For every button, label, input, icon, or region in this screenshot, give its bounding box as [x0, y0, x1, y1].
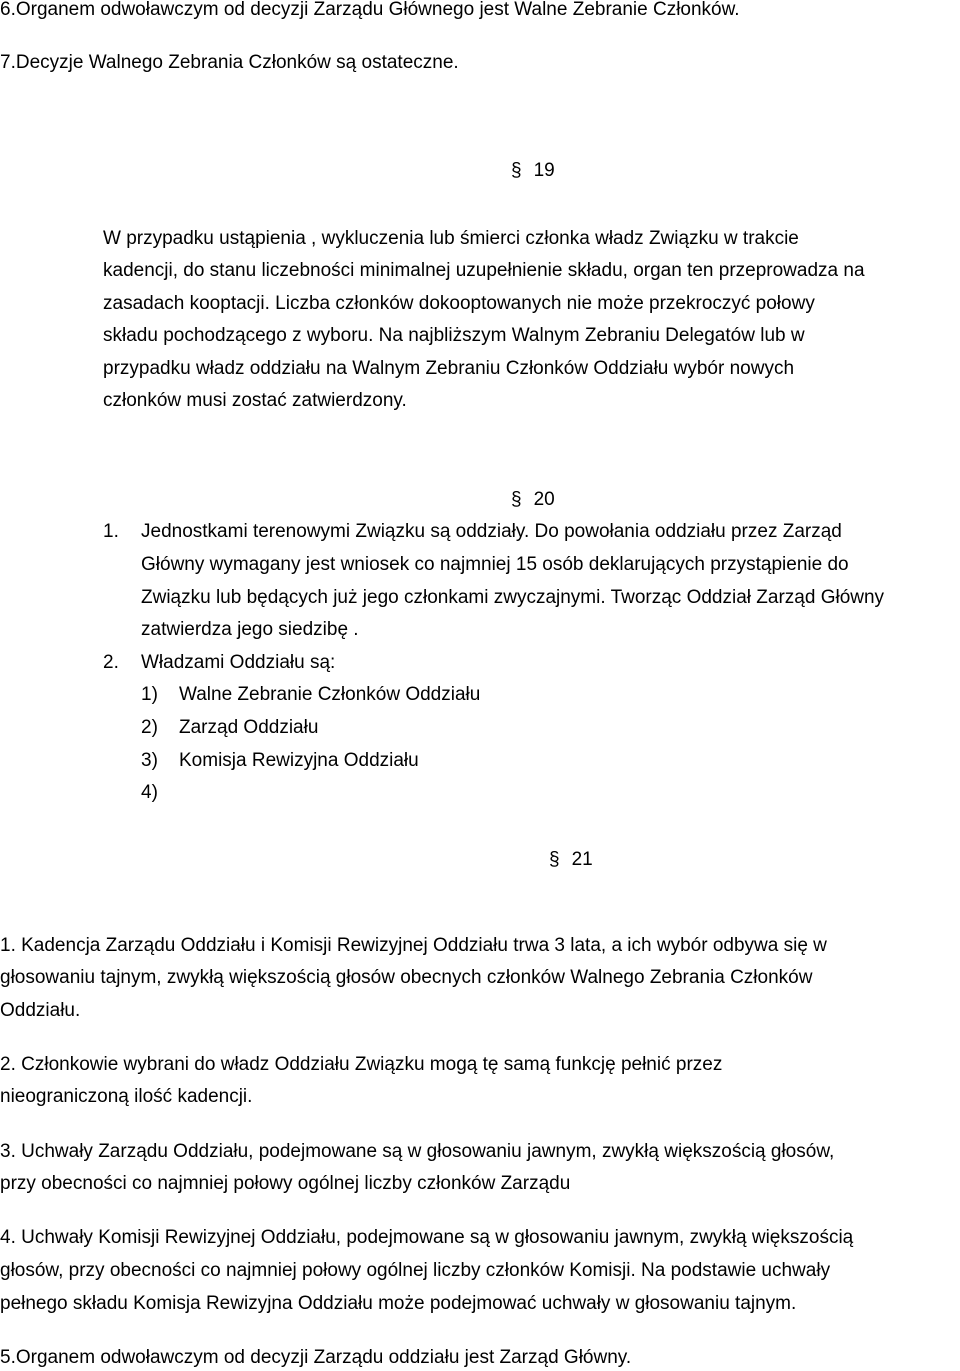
section21-p4-line: pełnego składu Komisja Rewizyjna Oddziału może podejmować uchwały w głosowaniu tajnym.	[0, 1293, 797, 1314]
section20-point1-line: Związku lub będących już jego członkami zwyczajnymi. Tworząc Oddział Zarząd Główny	[141, 587, 885, 608]
section20-point2	[103, 651, 335, 675]
section-mark: §	[549, 849, 560, 870]
list-item	[141, 781, 179, 805]
list-item-text: Walne Zebranie Członków Oddziału	[179, 684, 481, 705]
section19-line: zasadach kooptacji. Liczba członków dokooptowanych nie może przekroczyć połowy	[103, 293, 815, 314]
section-mark: §	[511, 160, 522, 181]
list-item-number: 3)	[141, 750, 158, 771]
section-number: 20	[533, 489, 555, 510]
section21-p4-line: głosów, przy obecności co najmniej połowy ogólnej liczby członków Komisji. Na podstawie uchwały	[0, 1260, 831, 1281]
section20-point1-line	[103, 520, 842, 544]
list-item	[141, 683, 480, 707]
section19-line: składu pochodzącego z wyboru. Na najbliższym Walnym Zebraniu Delegatów lub w	[103, 325, 805, 346]
section21-p1-line: głosowaniu tajnym, zwykłą większością głosów obecnych członków Walnego Zebrania Członków	[0, 967, 813, 988]
section19-line: W przypadku ustąpienia , wykluczenia lub śmierci członka władz Związku w trakcie	[103, 228, 799, 249]
section21-p2-line: nieograniczoną ilość kadencji.	[0, 1086, 253, 1107]
section21-p4-line: 4. Uchwały Komisji Rewizyjnej Oddziału, podejmowane są w głosowaniu jawnym, zwykłą większością	[0, 1227, 854, 1248]
section19-line: członków musi zostać zatwierdzony.	[103, 390, 407, 411]
section21-p3-line: 3. Uchwały Zarządu Oddziału, podejmowane są w głosowaniu jawnym, zwykłą większością głosów,	[0, 1141, 835, 1162]
list-item	[141, 716, 318, 740]
point-text: Władzami Oddziału są:	[141, 652, 336, 673]
section20-point1-line: zatwierdza jego siedzibę .	[141, 619, 359, 640]
list-item	[141, 749, 419, 773]
section21-p1-line: 1. Kadencja Zarządu Oddziału i Komisji Rewizyjnej Oddziału trwa 3 lata, a ich wybór odbywa się w	[0, 935, 827, 956]
list-item-text: Zarząd Oddziału	[179, 717, 319, 738]
list-item-number: 2)	[141, 717, 158, 738]
section-heading-21	[549, 848, 593, 872]
section21-p1-line: Oddziału.	[0, 1000, 81, 1021]
list-item-text: Komisja Rewizyjna Oddziału	[179, 750, 419, 771]
point-number: 1.	[103, 521, 119, 542]
section19-line: przypadku władz oddziału na Walnym Zebraniu Członków Oddziału wybór nowych	[103, 358, 795, 379]
point-text: Jednostkami terenowymi Związku są oddziały. Do powołania oddziału przez Zarząd	[141, 521, 842, 542]
section-heading-19	[511, 159, 555, 183]
section-heading-20	[511, 488, 555, 512]
point-number: 2.	[103, 652, 119, 673]
section19-line: kadencji, do stanu liczebności minimalnej uzupełnienie składu, organ ten przeprowadza na	[103, 260, 865, 281]
section21-p3-line: przy obecności co najmniej połowy ogólnej liczby członków Zarządu	[0, 1173, 571, 1194]
paragraph-intro-6: 6.Organem odwoławczym od decyzji Zarządu Głównego jest Walne Zebranie Członków.	[0, 0, 740, 20]
list-item-number: 4)	[141, 782, 158, 803]
section-number: 21	[571, 849, 593, 870]
list-item-number: 1)	[141, 684, 158, 705]
section-mark: §	[511, 489, 522, 510]
section20-point1-line: Główny wymagany jest wniosek co najmniej 15 osób deklarujących przystąpienie do	[141, 554, 849, 575]
paragraph-intro-7: 7.Decyzje Walnego Zebrania Członków są ostateczne.	[0, 52, 459, 73]
section21-p5: 5.Organem odwoławczym od decyzji Zarządu oddziału jest Zarząd Główny.	[0, 1347, 632, 1368]
section21-p2-line: 2. Członkowie wybrani do władz Oddziału Związku mogą tę samą funkcję pełnić przez	[0, 1054, 723, 1075]
section-number: 19	[533, 160, 555, 181]
